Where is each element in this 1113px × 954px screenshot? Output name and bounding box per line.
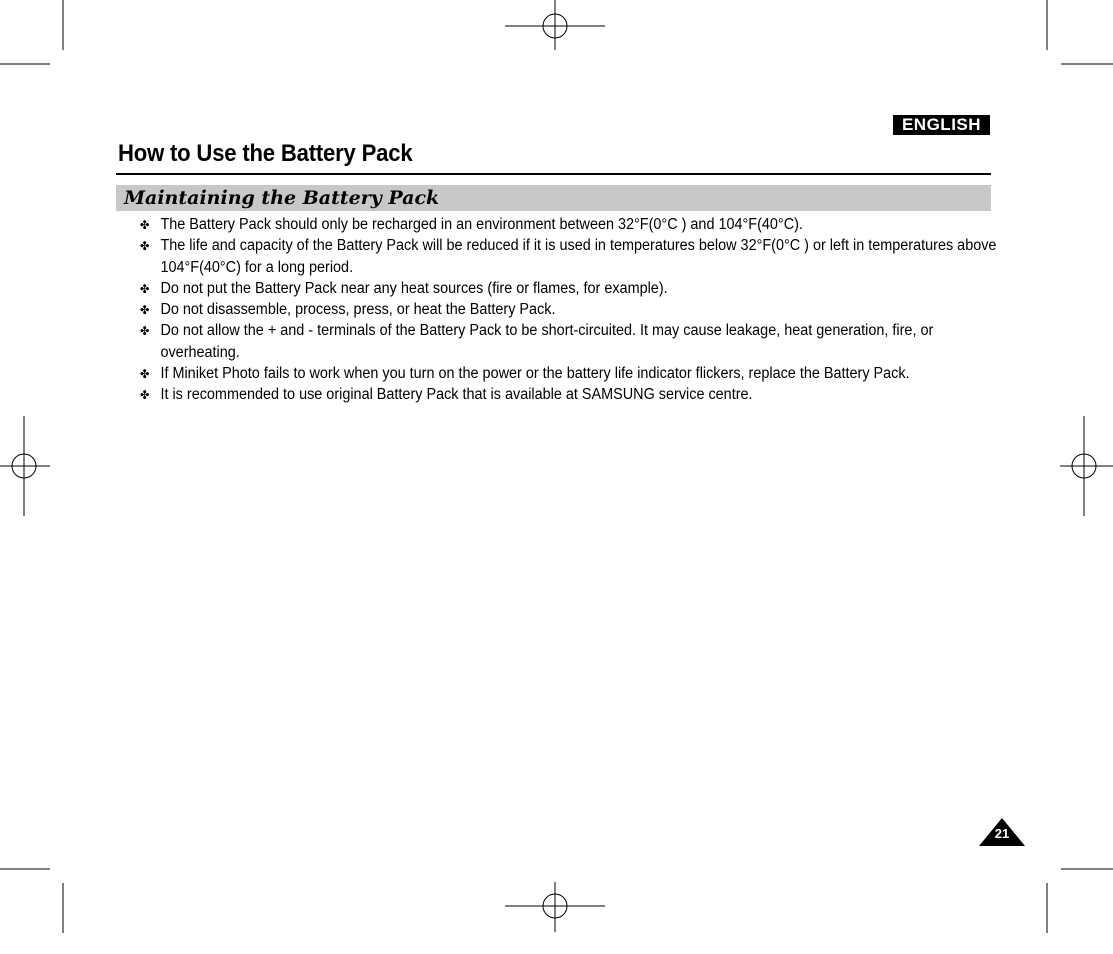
list-item [140,278,1002,299]
title-divider [116,173,991,175]
bullet-icon: ✤ [140,367,150,382]
list-item-text: If Miniket Photo fails to work when you turn on the power or the battery life indicator flickers, replace the Battery Pack. [160,365,910,383]
list-item [140,384,1002,405]
list-item-text: The life and capacity of the Battery Pack will be reduced if it is used in temperatures below 32°F(0°C ) or left in temperatures above 104°F(40°C) for a long period. [160,237,997,276]
section-title: Maintaining the Battery Pack [124,187,440,209]
bullet-icon: ✤ [140,324,150,339]
list-item-text: The Battery Pack should only be recharged in an environment between 32°F(0°C ) and 104°F(40°C). [160,216,803,233]
list-item-text: Do not allow the + and - terminals of the Battery Pack to be short-circuited. It may cause leakage, heat generation, fire, or overheating. [160,322,934,361]
bullet-icon: ✤ [140,303,150,318]
bullet-icon: ✤ [140,218,150,232]
list-item-text: It is recommended to use original Battery Pack that is available at SAMSUNG service centre. [160,386,753,404]
page-title: How to Use the Battery Pack [118,140,413,167]
list-item [140,299,1002,320]
bullet-icon: ✤ [140,281,150,296]
language-badge: ENGLISH [893,115,990,135]
bullet-list [140,214,997,406]
list-item-text: Do not disassemble, process, press, or heat the Battery Pack. [160,301,556,319]
list-item [140,214,1002,235]
page-number: 21 [994,826,1010,841]
list-item [140,235,1002,278]
page-number-badge [979,818,1025,846]
bullet-icon: ✤ [140,239,150,254]
list-item-text: Do not put the Battery Pack near any heat sources (fire or flames, for example). [160,279,668,297]
bullet-icon: ✤ [140,388,150,403]
list-item [140,320,1002,363]
section-header-bar [116,185,991,211]
list-item [140,363,1002,384]
